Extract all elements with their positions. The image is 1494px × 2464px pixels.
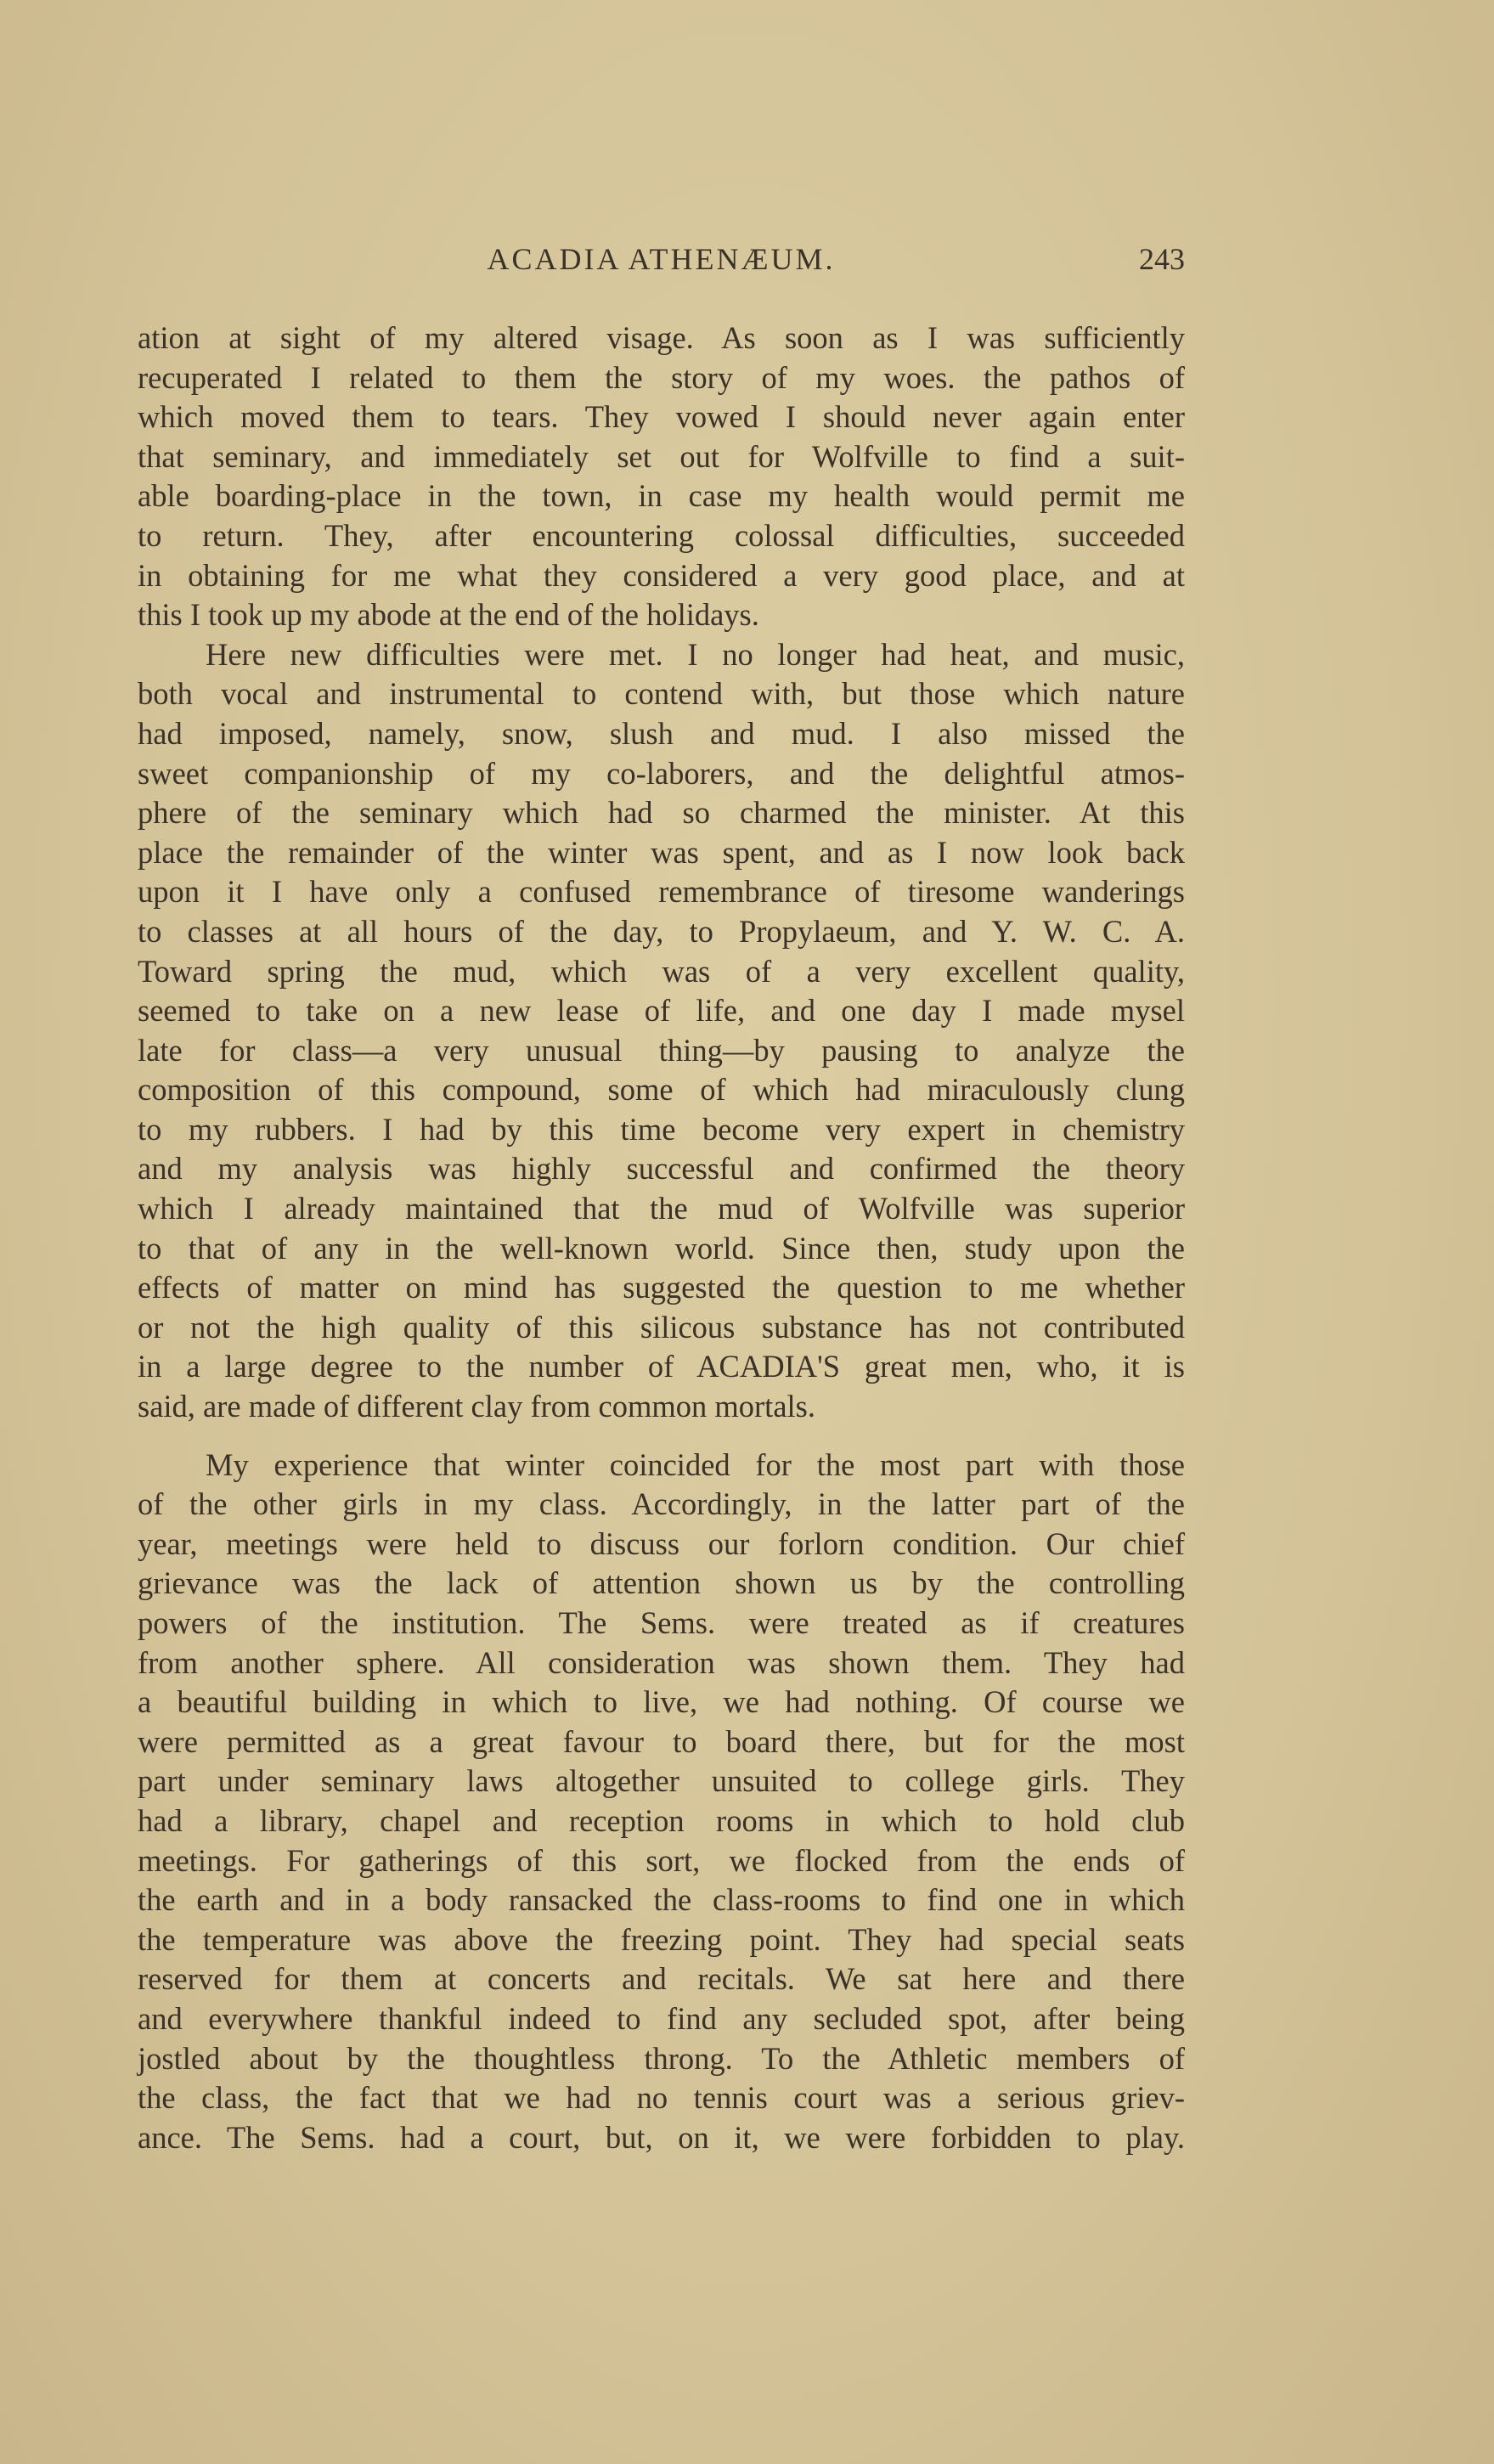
text-line: were permitted as a great favour to board there, but for the most [138,1723,1185,1759]
text-line: and my analysis was highly successful and confirmed the theory [138,1151,1185,1187]
text-line: both vocal and instrumental to contend with, but those which nature [138,676,1185,712]
text-line: year, meetings were held to discuss our forlorn condition. Our chief [138,1525,1185,1561]
paragraph-2 [138,635,1185,1427]
text-line: meetings. For gatherings of this sort, we flocked from the ends of [138,1842,1185,1878]
text-line: the temperature was above the freezing point. They had special seats [138,1921,1185,1957]
text-line: to that of any in the well-known world. Since then, study upon the [138,1230,1185,1266]
text-line: to my rubbers. I had by this time become very expert in chemistry [138,1111,1185,1147]
text-line: powers of the institution. The Sems. were treated as if creatures [138,1605,1185,1640]
text-line: jostled about by the thoughtless throng. To the Athletic members of [138,2040,1185,2076]
text-line: a beautiful building in which to live, we had nothing. Of course we [138,1684,1185,1720]
text-line: this I took up my abode at the end of the holidays. [138,597,759,633]
text-line: effects of matter on mind has suggested the question to me whether [138,1270,1185,1305]
text-line: had imposed, namely, snow, slush and mud. I also missed the [138,715,1185,751]
text-line: composition of this compound, some of which had miraculously clung [138,1072,1185,1108]
text-line: which moved them to tears. They vowed I should never again enter [138,399,1185,435]
text-line: in obtaining for me what they considered a very good place, and at [138,557,1185,593]
text-line: of the other girls in my class. Accordingly, in the latter part of the [138,1486,1185,1522]
text-line: the class, the fact that we had no tennis court was a serious griev- [138,2080,1185,2116]
text-line: said, are made of different clay from common mortals. [138,1389,815,1424]
text-line: sweet companionship of my co-laborers, and the delightful atmos- [138,755,1185,791]
text-line: and everywhere thankful indeed to find any secluded spot, after being [138,2000,1185,2036]
text-line: upon it I have only a confused remembrance of tiresome wanderings [138,874,1185,910]
text-line: to return. They, after encountering colossal difficulties, succeeded [138,517,1185,553]
text-line: reserved for them at concerts and recitals. We sat here and there [138,1961,1185,1997]
text-line: or not the high quality of this silicous substance has not contributed [138,1309,1185,1345]
paragraph-1 [138,319,1185,635]
paragraph-gap [138,1427,1185,1446]
text-line: My experience that winter coincided for the most part with those [206,1446,1185,1482]
text-line: phere of the seminary which had so charmed the minister. At this [138,795,1185,831]
text-line: which I already maintained that the mud of Wolfville was superior [138,1191,1185,1226]
text-line: that seminary, and immediately set out for Wolfville to find a suit- [138,438,1185,474]
text-line: to classes at all hours of the day, to Propylaeum, and Y. W. C. A. [138,913,1185,949]
text-line: able boarding-place in the town, in case my health would permit me [138,478,1185,514]
text-line: Here new difficulties were met. I no longer had heat, and music, [206,636,1185,672]
text-line: place the remainder of the winter was spent, and as I now look back [138,834,1185,870]
text-line: had a library, chapel and reception rooms in which to hold club [138,1802,1185,1838]
text-line: in a large degree to the number of ACADIA'S great men, who, it is [138,1349,1185,1384]
text-line: part under seminary laws altogether unsuited to college girls. They [138,1763,1185,1799]
text-line: Toward spring the mud, which was of a very excellent quality, [138,953,1185,989]
text-line: the earth and in a body ransacked the class-rooms to find one in which [138,1882,1185,1918]
page-number: 243 [1139,242,1185,276]
text-line: late for class—a very unusual thing—by pausing to analyze the [138,1032,1185,1068]
text-line: grievance was the lack of attention shown us by the controlling [138,1565,1185,1601]
page-header [138,241,1185,292]
text-line: recuperated I related to them the story of my woes. the pathos of [138,359,1185,395]
text-line: ation at sight of my altered visage. As soon as I was sufficiently [138,320,1185,355]
running-title: ACADIA ATHENÆUM. [487,242,836,276]
text-line: seemed to take on a new lease of life, and one day I made mysel [138,993,1185,1029]
paragraph-3 [138,1446,1185,2158]
text-line: from another sphere. All consideration was shown them. They had [138,1644,1185,1680]
text-line: ance. The Sems. had a court, but, on it, we were forbidden to play. [138,2119,1185,2155]
body-text [138,319,1185,2157]
